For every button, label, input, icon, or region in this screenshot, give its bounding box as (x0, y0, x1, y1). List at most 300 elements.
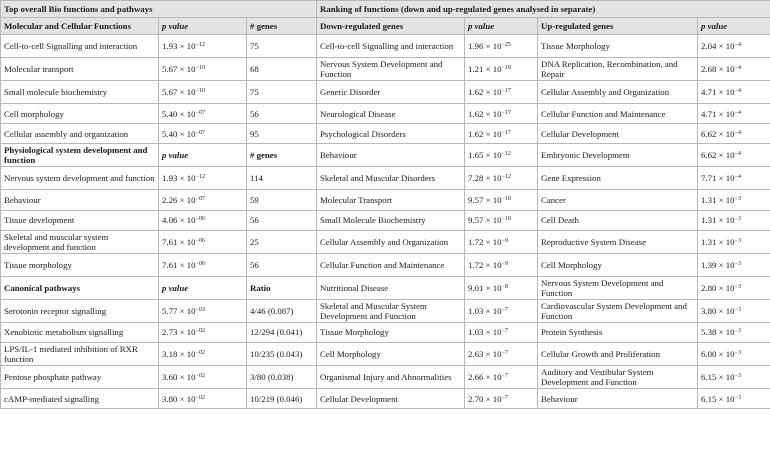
table-row (1, 253, 770, 276)
up-function-cell-text: Embryonic Development (541, 150, 630, 161)
left-category-cell-text: cAMP-mediated signalling (4, 393, 100, 404)
up-p-value-cell-text: 3.80 × 10 (701, 305, 735, 316)
up-function-cell-text: Protein Synthesis (541, 327, 603, 338)
left-p-value-cell (159, 190, 247, 210)
down-p-value-cell-text: 9.57 × 10 (468, 215, 502, 226)
table-row (1, 58, 770, 81)
up-function-cell (538, 190, 698, 210)
down-function-cell-text: Cell-to-cell Signalling and interaction (320, 41, 454, 51)
left-p-value-cell (159, 144, 247, 167)
down-function-cell (317, 81, 465, 104)
table-row (1, 388, 770, 408)
left-genes-cell-text: 68 (250, 64, 259, 74)
left-p-value-cell (159, 210, 247, 230)
left-genes-cell (247, 81, 317, 104)
left-category-cell-text: Tissue development (4, 215, 75, 226)
left-category-cell (1, 210, 159, 230)
left-p-value-cell-text: p value (162, 282, 189, 293)
down-function-cell-text: Psychological Disorders (320, 128, 406, 139)
left-p-value-cell-text: 2.26 × 10 (162, 194, 196, 205)
left-p-value-cell (159, 35, 247, 58)
left-genes-cell-text: 59 (250, 194, 259, 205)
up-p-value-cell (698, 322, 770, 342)
down-p-value-cell-exponent: −12 (501, 151, 511, 158)
up-p-value-cell (698, 104, 770, 124)
up-p-value-cell-text: 6.62 × 10 (701, 128, 735, 139)
down-function-cell-text: Cell Morphology (320, 348, 381, 359)
left-genes-cell (247, 365, 317, 388)
left-p-value-cell-exponent: −12 (195, 174, 205, 181)
down-function-cell-text: Skeletal and Muscular System Development and Function (320, 300, 427, 321)
down-p-value-cell-exponent: −7 (501, 394, 508, 401)
down-p-value-cell (465, 124, 538, 144)
left-genes-cell (247, 388, 317, 408)
up-p-value-cell (698, 365, 770, 388)
up-p-value-cell (698, 35, 770, 58)
up-function-cell-text: Tissue Morphology (541, 41, 610, 51)
left-genes-cell-text: 95 (250, 128, 259, 139)
down-p-value-cell-exponent: −9 (501, 260, 508, 267)
left-category-cell (1, 276, 159, 299)
left-p-value-cell-text: 7.61 × 10 (162, 236, 196, 247)
down-p-value-cell-text: 2.63 × 10 (468, 348, 502, 359)
up-function-cell (538, 230, 698, 253)
left-category-cell (1, 253, 159, 276)
up-p-value-cell-exponent: −4 (734, 42, 741, 48)
down-p-value-cell-exponent: −7 (501, 349, 508, 356)
up-function-cell-text: Cancer (541, 194, 566, 205)
down-p-value-cell (465, 58, 538, 81)
col-header-genes: # genes (247, 18, 317, 35)
down-p-value-cell-exponent: −18 (501, 65, 511, 71)
down-p-value-cell-exponent: −17 (501, 129, 511, 136)
down-p-value-cell-text: 1.65 × 10 (468, 150, 502, 161)
left-p-value-cell-text: 3.80 × 10 (162, 393, 196, 404)
left-genes-cell-text: 56 (250, 108, 259, 119)
left-p-value-cell (159, 388, 247, 408)
up-function-cell (538, 342, 698, 365)
up-p-value-cell-exponent: −3 (734, 394, 741, 401)
left-p-value-cell (159, 81, 247, 104)
down-p-value-cell-exponent: −8 (501, 283, 508, 290)
up-function-cell-text: Behaviour (541, 393, 578, 404)
left-genes-cell (247, 144, 317, 167)
left-p-value-cell-text: 2.73 × 10 (162, 327, 196, 338)
down-p-value-cell-text: 2.66 × 10 (468, 371, 502, 382)
up-p-value-cell-exponent: −4 (734, 151, 741, 158)
up-function-cell (538, 81, 698, 104)
table-subheader-row (1, 144, 770, 167)
left-genes-cell (247, 35, 317, 58)
down-function-cell (317, 190, 465, 210)
down-function-cell (317, 342, 465, 365)
up-p-value-cell (698, 342, 770, 365)
table-row (1, 167, 770, 190)
col-header-down-regulated: Down-regulated genes (317, 18, 465, 35)
down-function-cell-text: Small Molecule Biochemistry (320, 215, 426, 226)
up-function-cell-text: Cardiovascular System Development and Function (541, 300, 687, 321)
left-category-cell (1, 144, 159, 167)
down-function-cell-text: Tissue Morphology (320, 327, 389, 338)
down-p-value-cell-exponent: −17 (501, 109, 511, 116)
left-p-value-cell-text: 5.77 × 10 (162, 305, 196, 316)
table-row (1, 210, 770, 230)
up-p-value-cell-text: 7.71 × 10 (701, 173, 735, 184)
up-p-value-cell-exponent: −3 (734, 283, 741, 290)
left-genes-cell-text: 75 (250, 41, 259, 51)
down-function-cell-text: Organismal Injury and Abnormalities (320, 371, 452, 382)
up-p-value-cell-exponent: −3 (734, 372, 741, 379)
left-p-value-cell (159, 58, 247, 81)
left-p-value-cell-exponent: −02 (195, 372, 205, 379)
left-p-value-cell-exponent: −06 (195, 260, 205, 267)
left-category-cell-text: Tissue morphology (4, 259, 72, 270)
left-genes-cell-text: 56 (250, 259, 259, 270)
left-genes-cell-text: Ratio (250, 282, 271, 293)
left-category-cell-text: Serotonin receptor signalling (4, 305, 107, 316)
left-p-value-cell-text: 4.06 × 10 (162, 215, 196, 226)
up-p-value-cell (698, 167, 770, 190)
down-function-cell-text: Cellular Assembly and Organization (320, 236, 449, 247)
down-function-cell (317, 210, 465, 230)
down-p-value-cell (465, 144, 538, 167)
up-p-value-cell (698, 299, 770, 322)
down-function-cell (317, 167, 465, 190)
up-p-value-cell-exponent: −3 (734, 349, 741, 356)
up-p-value-cell-text: 2.68 × 10 (701, 64, 735, 74)
left-category-cell (1, 322, 159, 342)
right-group-title: Ranking of functions (down and up-regulated genes analysed in separate) (317, 1, 770, 18)
col-header-up-regulated: Up-regulated genes (538, 18, 698, 35)
table-row (1, 365, 770, 388)
down-p-value-cell (465, 365, 538, 388)
up-p-value-cell-exponent: −3 (734, 237, 741, 244)
left-p-value-cell-text: 1.93 × 10 (162, 41, 196, 51)
up-function-cell (538, 104, 698, 124)
up-function-cell (538, 388, 698, 408)
left-category-cell-text: Canonical pathways (4, 282, 81, 293)
up-p-value-cell-exponent: −4 (734, 65, 741, 71)
left-genes-cell (247, 253, 317, 276)
down-function-cell (317, 124, 465, 144)
down-p-value-cell (465, 388, 538, 408)
up-p-value-cell-exponent: −4 (734, 174, 741, 181)
up-p-value-cell-exponent: −3 (734, 195, 741, 202)
left-category-cell (1, 388, 159, 408)
up-function-cell-text: Cellular Assembly and Organization (541, 87, 670, 97)
up-p-value-cell-exponent: −3 (734, 328, 741, 335)
left-category-cell-text: Nervous system development and function (4, 173, 155, 184)
up-p-value-cell (698, 124, 770, 144)
left-genes-cell (247, 104, 317, 124)
table-row (1, 230, 770, 253)
down-p-value-cell-exponent: −12 (501, 174, 511, 181)
left-p-value-cell (159, 167, 247, 190)
left-p-value-cell (159, 342, 247, 365)
left-genes-cell-text: # genes (250, 150, 278, 161)
left-category-cell-text: Xenobiotic metabolism signalling (4, 327, 124, 338)
down-p-value-cell-exponent: −25 (501, 42, 511, 48)
down-function-cell (317, 58, 465, 81)
left-genes-cell-text: 25 (250, 236, 259, 247)
down-function-cell (317, 388, 465, 408)
up-p-value-cell-exponent: −4 (734, 109, 741, 116)
left-p-value-cell-text: 5.40 × 10 (162, 128, 196, 139)
left-category-cell (1, 104, 159, 124)
down-function-cell-text: Nutritional Disease (320, 282, 389, 293)
up-function-cell-text: Cellular Growth and Proliferation (541, 348, 660, 359)
left-p-value-cell-exponent: −10 (195, 88, 205, 94)
table-row (1, 35, 770, 58)
up-p-value-cell-text: 1.39 × 10 (701, 259, 735, 270)
left-p-value-cell-exponent: −06 (195, 237, 205, 244)
left-genes-cell-text: 10/235 (0.043) (250, 348, 303, 359)
left-p-value-cell-text: 5.40 × 10 (162, 108, 196, 119)
left-category-cell (1, 342, 159, 365)
up-p-value-cell (698, 253, 770, 276)
left-category-cell (1, 299, 159, 322)
up-function-cell-text: Auditory and Vestibular System Development and Function (541, 366, 654, 387)
up-function-cell (538, 167, 698, 190)
table-row (1, 104, 770, 124)
up-p-value-cell (698, 230, 770, 253)
table-row (1, 322, 770, 342)
down-p-value-cell-text: 1.21 × 10 (468, 64, 502, 74)
left-genes-cell-text: 114 (250, 173, 263, 184)
down-p-value-cell-text: 1.96 × 10 (468, 41, 502, 51)
left-genes-cell (247, 124, 317, 144)
left-category-cell-text: Cellular assembly and organization (4, 128, 129, 139)
down-p-value-cell-text: 1.62 × 10 (468, 87, 502, 97)
down-function-cell (317, 365, 465, 388)
up-function-cell-text: Cell Morphology (541, 259, 602, 270)
up-function-cell-text: Cellular Development (541, 128, 619, 139)
left-genes-cell (247, 342, 317, 365)
down-p-value-cell-text: 1.62 × 10 (468, 108, 502, 119)
left-p-value-cell (159, 253, 247, 276)
left-p-value-cell (159, 104, 247, 124)
left-category-cell-text: Cell morphology (4, 108, 64, 119)
down-function-cell (317, 253, 465, 276)
left-genes-cell-text: 3/80 (0.038) (250, 371, 294, 382)
left-genes-cell-text: 75 (250, 87, 259, 97)
left-category-cell-text: Pentose phosphate pathway (4, 371, 102, 382)
down-p-value-cell (465, 276, 538, 299)
down-p-value-cell (465, 253, 538, 276)
up-p-value-cell-text: 4.71 × 10 (701, 108, 735, 119)
up-p-value-cell-exponent: −3 (734, 216, 741, 223)
up-p-value-cell-text: 1.31 × 10 (701, 236, 735, 247)
left-genes-cell (247, 299, 317, 322)
left-p-value-cell (159, 124, 247, 144)
down-function-cell-text: Nervous System Development and Function (320, 59, 443, 79)
left-p-value-cell (159, 365, 247, 388)
down-function-cell-text: Neurological Disease (320, 108, 396, 119)
up-function-cell (538, 365, 698, 388)
down-p-value-cell-exponent: −7 (501, 306, 508, 313)
left-genes-cell (247, 167, 317, 190)
table-column-header-row (1, 18, 770, 35)
left-genes-cell (247, 230, 317, 253)
left-p-value-cell (159, 276, 247, 299)
left-p-value-cell (159, 230, 247, 253)
left-p-value-cell-text: 1.93 × 10 (162, 173, 196, 184)
left-genes-cell (247, 58, 317, 81)
up-function-cell (538, 322, 698, 342)
up-function-cell-text: DNA Replication, Recombination, and Repair (541, 59, 678, 79)
down-p-value-cell-text: 7.28 × 10 (468, 173, 502, 184)
col-header-p-value: p value (159, 18, 247, 35)
down-function-cell-text: Molecular Transport (320, 194, 393, 205)
left-category-cell-text: Physiological system development and function (4, 145, 148, 166)
up-function-cell (538, 299, 698, 322)
up-function-cell (538, 35, 698, 58)
up-p-value-cell-text: 2.80 × 10 (701, 282, 735, 293)
down-p-value-cell-exponent: −17 (501, 88, 511, 94)
down-p-value-cell (465, 230, 538, 253)
table-group-header-row (1, 1, 770, 18)
left-genes-cell-text: 10/219 (0.046) (250, 393, 303, 404)
down-p-value-cell (465, 167, 538, 190)
left-category-cell (1, 81, 159, 104)
left-p-value-cell (159, 299, 247, 322)
left-genes-cell-text: 56 (250, 215, 259, 226)
up-p-value-cell (698, 58, 770, 81)
left-p-value-cell-text: p value (162, 150, 189, 161)
down-function-cell (317, 104, 465, 124)
up-p-value-cell (698, 190, 770, 210)
col-header-down-p-value: p value (465, 18, 538, 35)
left-category-cell (1, 58, 159, 81)
left-category-cell-text: Behaviour (4, 194, 41, 205)
down-p-value-cell (465, 190, 538, 210)
down-function-cell (317, 230, 465, 253)
down-p-value-cell-text: 1.62 × 10 (468, 128, 502, 139)
up-p-value-cell (698, 81, 770, 104)
up-function-cell-text: Gene Expression (541, 173, 601, 184)
left-p-value-cell-text: 3.18 × 10 (162, 348, 196, 359)
up-function-cell (538, 276, 698, 299)
left-p-value-cell-exponent: −07 (195, 129, 205, 136)
table-row (1, 342, 770, 365)
table-row (1, 299, 770, 322)
table-row (1, 190, 770, 210)
left-category-cell (1, 230, 159, 253)
down-function-cell-text: Genetic Disorder (320, 87, 381, 97)
up-p-value-cell-text: 5.38 × 10 (701, 327, 735, 338)
up-p-value-cell-text: 1.31 × 10 (701, 194, 735, 205)
down-p-value-cell (465, 35, 538, 58)
up-function-cell (538, 124, 698, 144)
down-p-value-cell-exponent: −10 (501, 216, 511, 223)
left-category-cell (1, 365, 159, 388)
up-function-cell (538, 253, 698, 276)
left-p-value-cell-text: 5.67 × 10 (162, 87, 196, 97)
down-p-value-cell (465, 322, 538, 342)
left-p-value-cell-exponent: −07 (195, 109, 205, 116)
down-p-value-cell (465, 81, 538, 104)
left-p-value-cell-text: 3.60 × 10 (162, 371, 196, 382)
left-p-value-cell-text: 7.61 × 10 (162, 259, 196, 270)
down-p-value-cell-text: 2.70 × 10 (468, 393, 502, 404)
down-function-cell (317, 144, 465, 167)
col-header-category: Molecular and Cellular Functions (1, 18, 159, 35)
left-p-value-cell-exponent: −12 (195, 42, 205, 48)
left-category-cell (1, 35, 159, 58)
down-function-cell-text: Cellular Function and Maintenance (320, 259, 445, 270)
left-group-title: Top overall Bio functions and pathways (1, 1, 317, 18)
left-genes-cell (247, 322, 317, 342)
down-p-value-cell (465, 342, 538, 365)
left-category-cell-text: LPS/IL-1 mediated inhibition of RXR function (4, 343, 138, 364)
up-p-value-cell-text: 2.04 × 10 (701, 41, 735, 51)
down-p-value-cell (465, 299, 538, 322)
col-header-up-p-value: p value (698, 18, 770, 35)
left-genes-cell-text: 4/46 (0.087) (250, 305, 294, 316)
left-category-cell-text: Small molecule biochemistry (4, 87, 108, 97)
left-genes-cell-text: 12/294 (0.041) (250, 327, 303, 338)
left-category-cell-text: Cell-to-cell Signalling and interaction (4, 41, 138, 51)
left-category-cell-text: Skeletal and muscular system development and function (4, 231, 109, 252)
up-p-value-cell (698, 276, 770, 299)
down-function-cell (317, 276, 465, 299)
left-p-value-cell (159, 322, 247, 342)
down-p-value-cell (465, 104, 538, 124)
down-function-cell-text: Behaviour (320, 150, 357, 161)
table-subheader-row (1, 276, 770, 299)
down-function-cell-text: Skeletal and Muscular Disorders (320, 173, 436, 184)
down-p-value-cell-exponent: −10 (501, 195, 511, 202)
down-function-cell (317, 299, 465, 322)
table-row (1, 81, 770, 104)
up-p-value-cell-text: 6.00 × 10 (701, 348, 735, 359)
up-function-cell (538, 210, 698, 230)
up-p-value-cell (698, 144, 770, 167)
up-p-value-cell-text: 1.31 × 10 (701, 215, 735, 226)
up-function-cell-text: Cellular Function and Maintenance (541, 108, 666, 119)
down-p-value-cell-text: 9.01 × 10 (468, 282, 502, 293)
left-p-value-cell-exponent: −02 (195, 394, 205, 401)
down-p-value-cell-exponent: −7 (501, 328, 508, 335)
up-function-cell-text: Cell Death (541, 215, 579, 226)
left-category-cell (1, 190, 159, 210)
down-function-cell (317, 322, 465, 342)
down-p-value-cell (465, 210, 538, 230)
down-p-value-cell-text: 1.72 × 10 (468, 236, 502, 247)
down-function-cell-text: Cellular Development (320, 393, 398, 404)
up-p-value-cell-exponent: −4 (734, 129, 741, 136)
down-function-cell (317, 35, 465, 58)
left-p-value-cell-exponent: −02 (195, 328, 205, 335)
up-p-value-cell-text: 6.15 × 10 (701, 393, 735, 404)
down-p-value-cell-text: 9.57 × 10 (468, 194, 502, 205)
left-category-cell (1, 124, 159, 144)
left-category-cell (1, 167, 159, 190)
up-p-value-cell-text: 4.71 × 10 (701, 87, 735, 97)
up-p-value-cell-exponent: −4 (734, 88, 741, 94)
left-p-value-cell-exponent: −02 (195, 349, 205, 356)
down-p-value-cell-text: 1.03 × 10 (468, 327, 502, 338)
up-p-value-cell (698, 210, 770, 230)
left-genes-cell (247, 190, 317, 210)
left-genes-cell (247, 210, 317, 230)
down-p-value-cell-text: 1.72 × 10 (468, 259, 502, 270)
left-p-value-cell-exponent: −03 (195, 306, 205, 313)
up-function-cell (538, 144, 698, 167)
up-function-cell (538, 58, 698, 81)
left-p-value-cell-text: 5.67 × 10 (162, 64, 196, 74)
table-row (1, 124, 770, 144)
